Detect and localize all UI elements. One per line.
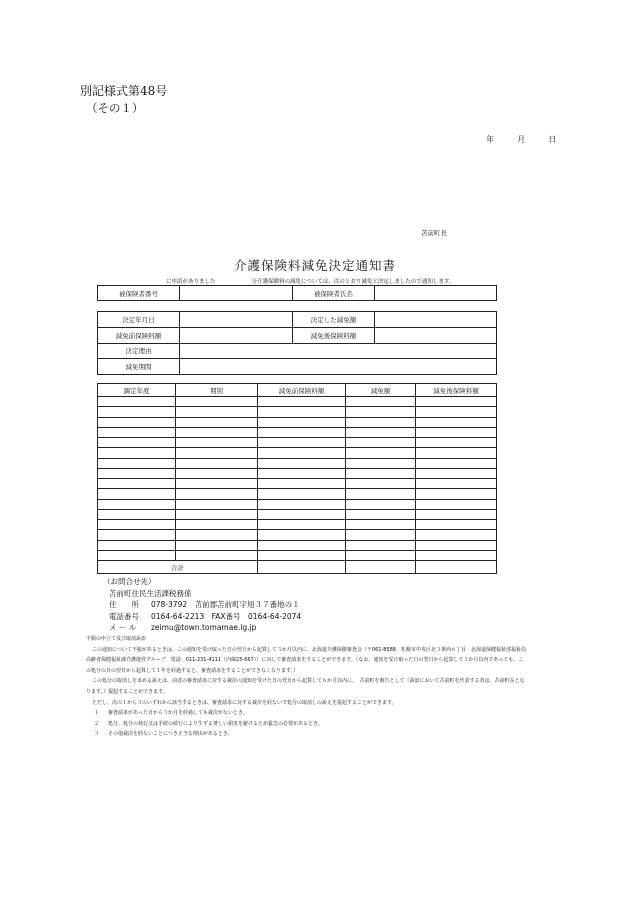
mail-value: zeimu@town.tomamae.lg.jp	[151, 623, 257, 632]
period-label: 減免期間	[98, 359, 180, 375]
notes-paragraph-1: この通知について不服があるときは、この通知を受け取った日の翌日から起算して３か月以内に、北海道介護保険審査会（〒061-8588 札幌市中央区北３条西６丁目 北海道保健福祉部福祉局高齢者保健福祉課介護運営グループ 電話：011-231-4111（内線25-667））に対して審査請求をすることができます。（なお、通知を受け取った日の翌日から起算して３か月以内であっても、この処分の日の翌日から起算して１年を経過すると、審査請求をすることができなくなります。）	[86, 646, 526, 674]
total-reduction	[346, 561, 416, 574]
table-row	[98, 550, 497, 560]
contact-address-line	[103, 599, 301, 611]
table-row	[98, 520, 497, 530]
insured-name-label: 被保険者氏名	[293, 286, 375, 301]
total-pre-premium	[258, 561, 346, 574]
notes-item	[86, 729, 526, 740]
address-label: 住 所	[109, 600, 139, 609]
table-row	[98, 448, 497, 458]
issuer-name: 苫前町長	[421, 229, 447, 237]
reason-label: 決定理由	[98, 343, 180, 359]
header-fiscal-year: 調定年度	[98, 384, 176, 397]
notes-heading: 不服の申立て及び取消訴訟	[86, 636, 147, 642]
table-row	[98, 438, 497, 448]
table-row	[98, 540, 497, 550]
phone-value: 0164-64-2213 FAX番号 0164-64-2074	[151, 611, 302, 621]
form-subnumber: （その１）	[86, 101, 144, 115]
notes-item	[86, 708, 526, 719]
intro-sentence	[166, 277, 454, 285]
phone-label: 電話番号	[109, 611, 139, 621]
intro-part-2: 分介護保険料の減免については、次のとおり減免と決定しましたので通知します。	[251, 279, 455, 285]
document-title: 介護保険料減免決定通知書	[233, 258, 396, 273]
header-period: 期別	[176, 384, 258, 397]
appeal-notes	[86, 634, 526, 740]
table-row	[98, 417, 497, 427]
total-post-premium	[416, 561, 497, 574]
table-row	[98, 530, 497, 540]
reason-value	[180, 343, 497, 359]
notes-item-number: １	[94, 710, 100, 717]
breakdown-table	[97, 383, 497, 574]
contact-mail-line	[103, 622, 301, 634]
form-number: 別記様式第48号	[80, 84, 168, 98]
notes-item-number: ２	[94, 720, 100, 727]
decision-table	[97, 311, 497, 375]
table-row	[98, 397, 497, 407]
header-post-premium: 減免後保険料額	[416, 384, 497, 397]
notes-paragraph-2: この処分の取消しを求める訴えは、前述の審査請求に対する裁決の通知を受けた日の翌日から起算して６か月以内に、 苫前町を被告として（訴訟において苫前町を代表する者は、苫前町長となります。）提起することができます。	[86, 678, 525, 695]
notes-item-text: 審査請求があった日から３か月を経過しても裁決がないとき。	[108, 710, 248, 717]
insured-number-value	[180, 286, 293, 301]
date-month-label: 月	[517, 135, 526, 144]
table-row	[98, 509, 497, 519]
mail-label: メ ー ル	[109, 623, 137, 632]
contact-heading: （お問合せ先）	[103, 577, 156, 586]
header-reduction: 減免額	[346, 384, 416, 397]
table-row	[98, 499, 497, 509]
total-row	[98, 561, 497, 574]
table-row	[98, 427, 497, 437]
notes-item-text: その他裁決を経ないことにつき正当な理由があるとき。	[108, 731, 233, 738]
decided-reduction-value	[375, 312, 497, 328]
contact-phone-line	[103, 611, 301, 623]
table-row	[98, 458, 497, 468]
decided-reduction-label: 決定した減免額	[293, 312, 375, 328]
table-row	[98, 407, 497, 417]
pre-premium-value	[180, 327, 293, 343]
date-year-label: 年	[486, 135, 494, 144]
notes-item-text: 処分、処分の執行又は手続の続行により生ずる著しい損害を避けるため緊急の必要があるとき。	[108, 720, 323, 727]
total-label: 合計	[98, 561, 258, 574]
contact-department: 苫前町住民生活課税務係	[109, 588, 192, 598]
insured-table	[97, 285, 497, 301]
post-premium-value	[375, 327, 497, 343]
notes-paragraph-3: ただし、次の１から３のいずれかに該当するときは、審査請求に対する裁決を経ないで処分の取消しの訴えを提起することができます。	[92, 699, 397, 706]
intro-part-1: に申請がありました	[166, 279, 216, 285]
pre-premium-label: 減免前保険料額	[98, 327, 180, 343]
notes-item	[86, 719, 526, 730]
contact-block	[103, 576, 301, 634]
insured-name-value	[375, 286, 497, 301]
table-row	[98, 489, 497, 499]
insured-number-label: 被保険者番号	[98, 286, 180, 301]
header-pre-premium: 減免前保険料額	[258, 384, 346, 397]
breakdown-header-row	[98, 384, 497, 397]
decision-date-value	[180, 312, 293, 328]
period-value	[180, 359, 497, 375]
table-row	[98, 468, 497, 478]
decision-date-label: 決定年月日	[98, 312, 180, 328]
table-row	[98, 479, 497, 489]
date-day-label: 日	[548, 135, 557, 144]
post-premium-label: 減免後保険料額	[293, 327, 375, 343]
date-line	[486, 134, 556, 145]
address-value: 078-3792 苫前郡苫前町字旭３７番地の１	[151, 600, 300, 609]
notes-item-number: ３	[94, 731, 100, 738]
